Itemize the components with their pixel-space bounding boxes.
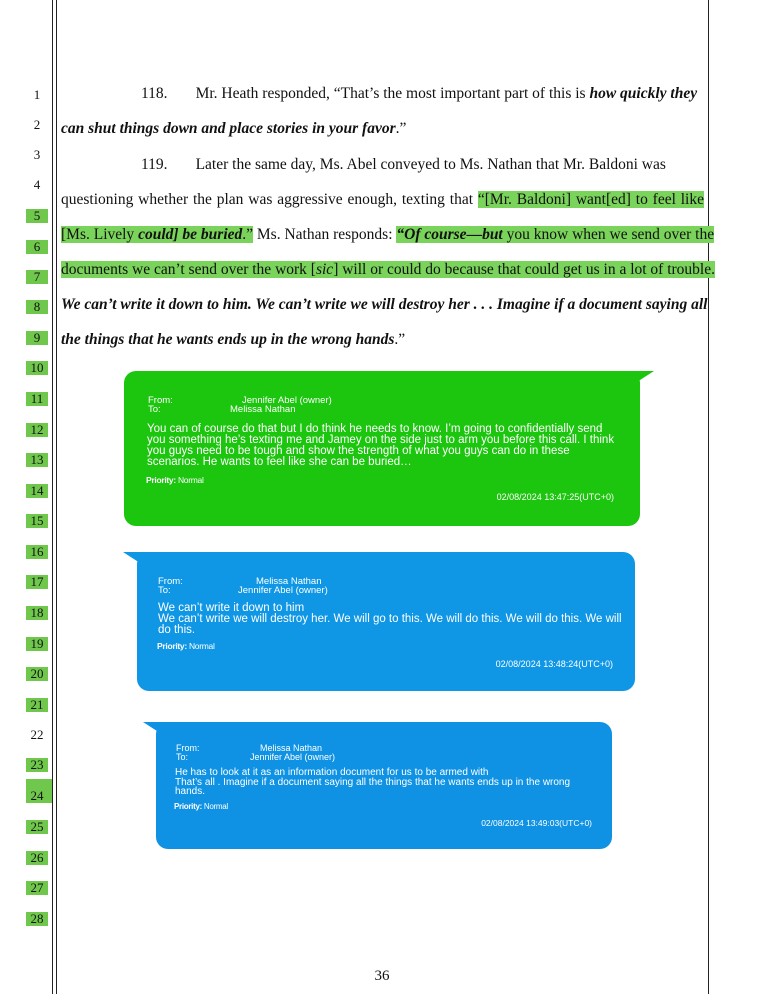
message-timestamp: 02/08/2024 13:48:24(UTC+0)	[495, 659, 613, 669]
line-number: 14	[26, 484, 48, 498]
line-number: 22	[30, 727, 44, 742]
message-timestamp: 02/08/2024 13:49:03(UTC+0)	[481, 818, 592, 828]
message-priority	[146, 475, 204, 485]
page-number: 36	[374, 968, 390, 984]
to-value: Melissa Nathan	[230, 404, 296, 415]
paragraph-119-line-1	[61, 155, 704, 175]
line-number: 13	[26, 453, 48, 467]
to-label: To:	[148, 404, 161, 415]
paragraph-number: 118.	[141, 85, 168, 102]
emphasis-text: can shut things down and place stories in your favor	[61, 120, 396, 137]
right-margin-rule	[708, 0, 709, 994]
paragraph-118-line-2	[61, 119, 704, 139]
text: .”	[395, 120, 407, 137]
line-number: 18	[26, 606, 48, 620]
message-body: We can’t write it down to him We can’t write we will destroy her. We will go to this. We will do this. We will do this. We will do this.	[158, 602, 622, 636]
text: Later the same day, Ms. Abel conveyed to Ms. Nathan that Mr. Baldoni was	[195, 156, 666, 173]
line-number: 27	[26, 881, 48, 895]
paragraph-119-line-6	[61, 330, 704, 350]
line-number: 24	[26, 789, 48, 803]
message-bubble-3	[156, 722, 612, 849]
emphasis-text: the things that he wants ends up in the wrong hands	[61, 331, 395, 348]
priority-value: Normal	[203, 802, 228, 811]
from-value: Melissa Nathan	[256, 576, 322, 587]
line-number: 26	[26, 851, 48, 865]
left-margin-rule-1	[52, 0, 53, 994]
line-number: 6	[26, 240, 48, 254]
priority-label: Priority:	[146, 475, 176, 485]
message-priority	[174, 802, 228, 811]
left-margin-rule-2	[56, 0, 57, 994]
line-number: 17	[26, 575, 48, 589]
message-body: You can of course do that but I do think he needs to know. I’m going to confidentially send you something he’s texting me and Jamey on the side just to arm you before this call. I think you guys need to be tough and show the strength of what you guys can do in these scenarios. He wants to feel like she can be buried…	[147, 423, 615, 468]
line-number: 8	[26, 300, 48, 314]
message-body: He has to look at it as an information document for us to be armed with That’s all . Imagine if a document saying all the things that he wants ends up in the wrong hands.	[175, 767, 571, 797]
priority-label: Priority:	[174, 802, 202, 811]
paragraph-119-line-5	[61, 295, 708, 315]
emphasis-text: We can’t write it down to him. We can’t write we will destroy her . . . Imagine if a document saying all	[61, 296, 708, 313]
line-number: 3	[33, 147, 41, 162]
line-number: 11	[26, 392, 48, 406]
priority-label: Priority:	[157, 641, 187, 651]
text: you know when we send over the	[502, 226, 715, 243]
from-value: Melissa Nathan	[260, 743, 323, 753]
text: Ms. Nathan responds:	[253, 226, 397, 243]
priority-value: Normal	[188, 641, 215, 651]
text: .”	[394, 331, 406, 348]
line-number: 1	[33, 87, 41, 102]
highlighted-text	[61, 261, 715, 278]
paragraph-119-line-3	[61, 225, 715, 245]
to-value: Jennifer Abel (owner)	[250, 752, 336, 762]
line-number: 4	[33, 177, 41, 192]
text: documents we can’t send over the work [	[61, 261, 316, 278]
line-number: 7	[26, 270, 48, 284]
line-number: 21	[26, 698, 48, 712]
message-priority	[157, 641, 215, 651]
line-number: 19	[26, 637, 48, 651]
text: Mr. Heath responded, “That’s the most important part of this is	[195, 85, 590, 102]
from-value: Jennifer Abel (owner)	[242, 395, 332, 406]
line-number: 2	[33, 117, 41, 132]
emphasis-text: could] be buried	[138, 226, 243, 243]
emphasis-text: “Of course—but	[396, 226, 503, 243]
line-number: 5	[26, 209, 48, 223]
paragraph-119-line-4	[61, 260, 715, 280]
text: [Ms. Lively	[61, 226, 139, 243]
line-number: 10	[26, 361, 48, 375]
priority-value: Normal	[177, 475, 204, 485]
message-bubble-2	[137, 552, 635, 691]
to-value: Jennifer Abel (owner)	[238, 585, 328, 596]
from-label: From:	[158, 576, 183, 587]
paragraph-118-line-1	[61, 84, 704, 104]
highlighted-text	[61, 226, 253, 243]
line-number: 25	[26, 820, 48, 834]
text: ] will or could do because that could get us in a lot of trouble.	[333, 261, 715, 278]
from-label: From:	[148, 395, 173, 406]
line-number: 28	[26, 912, 48, 926]
sic-text: sic	[315, 261, 334, 278]
to-label: To:	[176, 752, 189, 762]
from-label: From:	[176, 743, 200, 753]
highlighted-text	[396, 226, 714, 243]
line-number: 9	[26, 331, 48, 345]
line-number: 23	[26, 758, 48, 772]
line-number: 20	[26, 667, 48, 681]
text: .”	[242, 226, 254, 243]
to-label: To:	[158, 585, 171, 596]
paragraph-number: 119.	[141, 156, 168, 173]
message-bubble-1	[124, 371, 640, 526]
emphasis-text: how quickly they	[589, 85, 698, 102]
line-number: 12	[26, 423, 48, 437]
text: questioning whether the plan was aggressive enough, texting that	[61, 191, 478, 208]
message-timestamp: 02/08/2024 13:47:25(UTC+0)	[496, 492, 614, 502]
highlighted-text: “[Mr. Baldoni] want[ed] to feel like	[477, 191, 704, 208]
line-number: 15	[26, 514, 48, 528]
line-number: 16	[26, 545, 48, 559]
paragraph-119-line-2	[61, 190, 704, 210]
